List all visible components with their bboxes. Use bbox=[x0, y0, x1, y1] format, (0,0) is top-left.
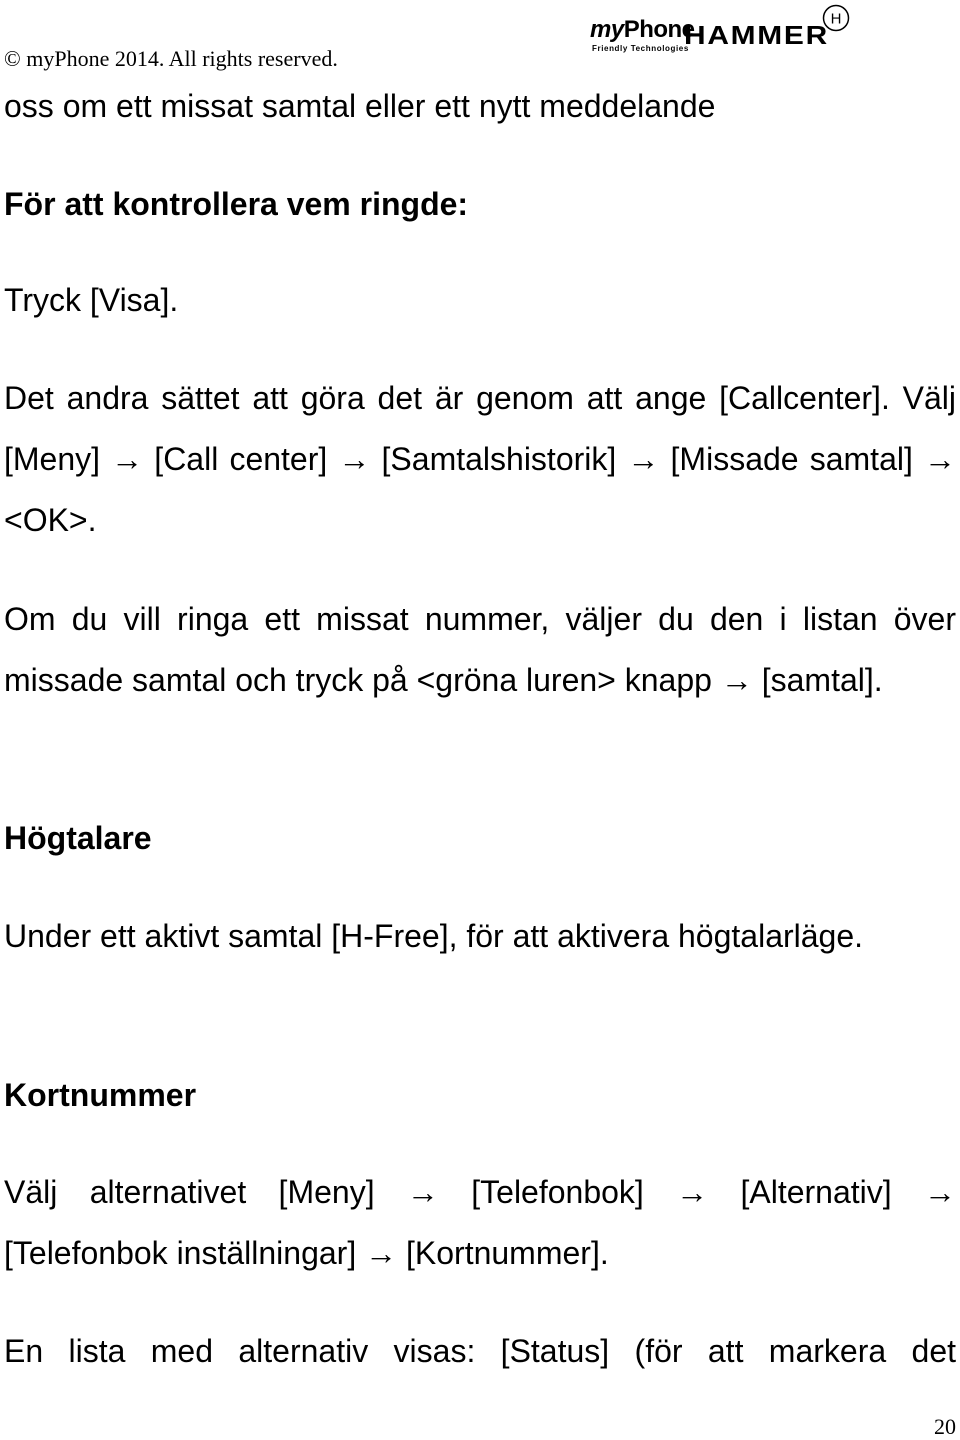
paragraph-speed-dial-path: Välj alternativet [Meny] → [Telefonbok] → [Alternativ] → [Telefonbok inställningar] → [Kortnummer]. bbox=[4, 1174, 956, 1271]
h-badge-icon bbox=[822, 4, 850, 32]
logo-tagline: Friendly Technologies bbox=[592, 44, 689, 53]
heading-speed-dial: Kortnummer bbox=[4, 1077, 197, 1113]
paragraph-options-list: En lista med alternativ visas: [Status] (för att markera det bbox=[4, 1333, 956, 1369]
heading-check-caller: För att kontrollera vem ringde: bbox=[4, 186, 469, 222]
svg-text:H: H bbox=[830, 10, 842, 28]
paragraph-call-missed-number: Om du vill ringa ett missat nummer, väljer du den i listan över missade samtal och tryck på <gröna luren> knapp → [samtal]. bbox=[4, 601, 956, 698]
paragraph-missed-call-intro: oss om ett missat samtal eller ett nytt meddelande bbox=[4, 88, 716, 124]
copyright-notice: © myPhone 2014. All rights reserved. bbox=[4, 46, 338, 71]
heading-speaker: Högtalare bbox=[4, 820, 152, 856]
myphone-wordmark: myPhone bbox=[590, 16, 695, 43]
paragraph-speaker-mode: Under ett aktivt samtal [H-Free], för att aktivera högtalarläge. bbox=[4, 918, 864, 954]
paragraph-callcenter-path: Det andra sättet att göra det är genom att ange [Callcenter]. Välj [Meny] → [Call center] → [Samtalshistorik] → [Missade samtal] → <OK>. bbox=[4, 380, 956, 538]
paragraph-press-view: Tryck [Visa]. bbox=[4, 282, 179, 318]
myphone-hammer-logo bbox=[590, 4, 860, 60]
hammer-wordmark: HAMMER bbox=[684, 20, 829, 50]
page-number: 20 bbox=[934, 1414, 956, 1439]
